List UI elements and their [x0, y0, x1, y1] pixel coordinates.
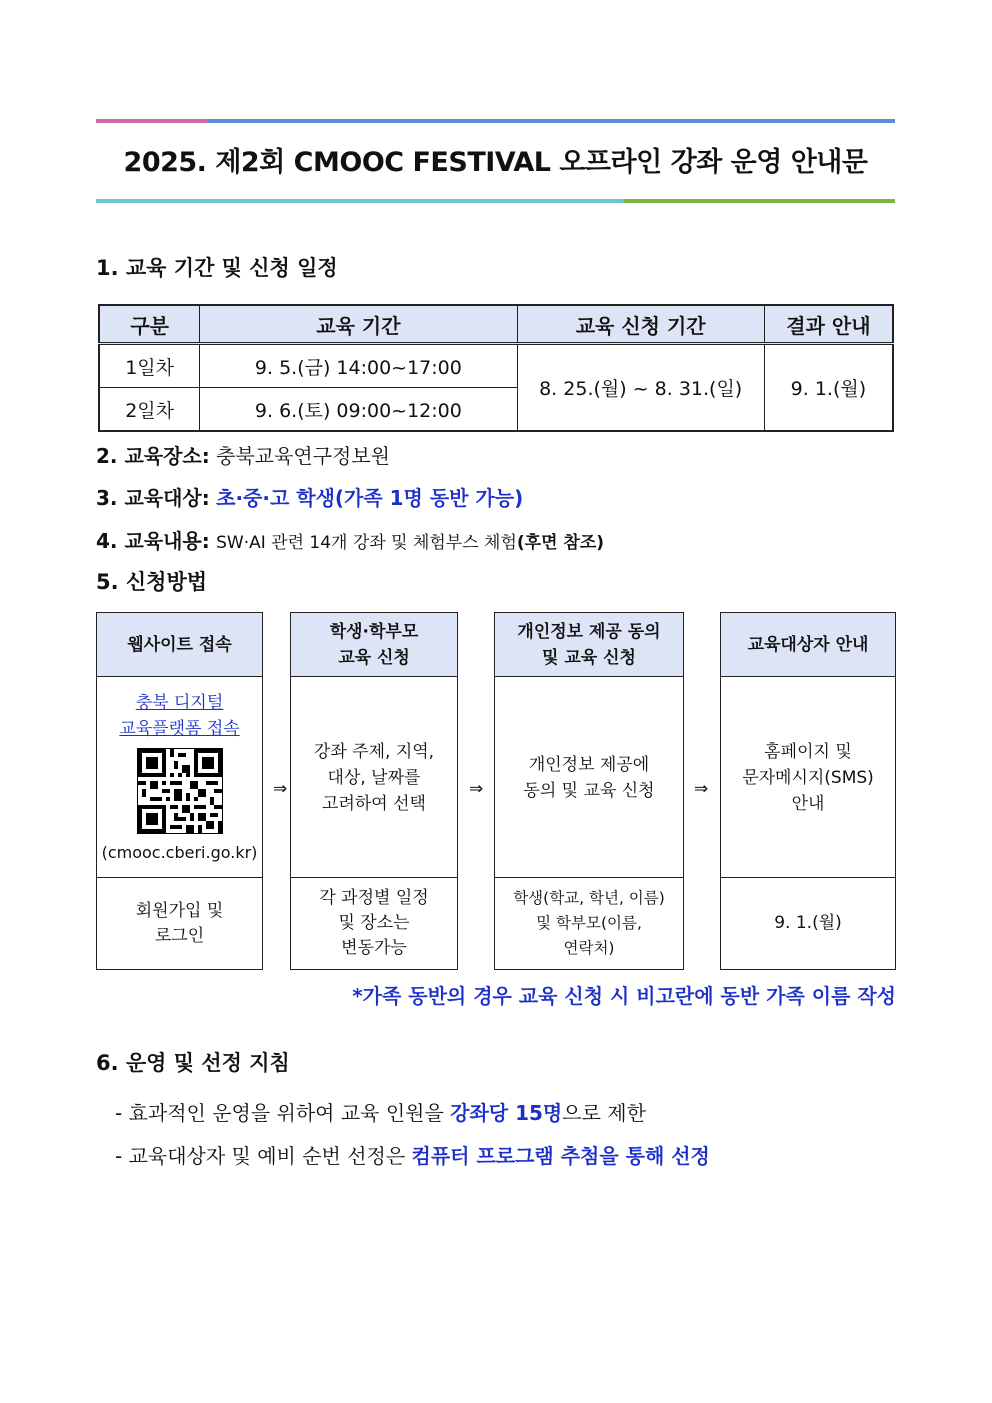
step4-body-line1: 홈페이지 및 — [764, 741, 852, 762]
section3-label: 3. 교육대상: — [96, 486, 210, 510]
step3-head-line1: 개인정보 제공 동의 — [517, 621, 661, 642]
step4-body — [721, 677, 895, 878]
step3-body-line1: 개인정보 제공에 — [528, 754, 650, 775]
section5-heading: 5. 신청방법 — [96, 570, 208, 594]
step2-foot — [291, 877, 457, 969]
step3-head-line2: 및 교육 신청 — [542, 647, 636, 668]
row2-period: 9. 6.(토) 09:00~12:00 — [200, 388, 517, 432]
platform-url: (cmooc.cberi.go.kr) — [101, 842, 258, 862]
section3 — [96, 482, 523, 511]
step2-head-line1: 학생·학부모 — [329, 621, 419, 642]
step1-foot-line1: 회원가입 및 — [135, 900, 224, 921]
step1-foot — [97, 877, 262, 969]
step3-foot-line3: 연락처) — [563, 939, 615, 957]
table-row — [99, 344, 893, 388]
step3-body-line2: 동의 및 교육 신청 — [523, 780, 655, 801]
step4-body-line2: 문자메시지(SMS) — [742, 767, 874, 788]
step2-body-line2: 대상, 날짜를 — [327, 767, 421, 788]
step1-body — [97, 677, 262, 878]
table-header-period: 교육 기간 — [200, 305, 517, 344]
row2-day: 2일차 — [99, 388, 200, 432]
section1-heading: 1. 교육 기간 및 신청 일정 — [96, 256, 338, 280]
guideline1-suffix: 으로 제한 — [562, 1101, 646, 1125]
step3-body — [495, 677, 683, 878]
step1-box — [96, 612, 263, 970]
guideline-item-1 — [115, 1097, 646, 1126]
section4 — [96, 525, 604, 554]
step1-foot-line2: 로그인 — [154, 925, 205, 946]
step2-head — [291, 613, 457, 677]
section4-value: SW·AI 관련 14개 강좌 및 체험부스 체험 — [216, 533, 517, 553]
step2-box — [290, 612, 458, 970]
step2-body-line1: 강좌 주제, 지역, — [313, 741, 435, 762]
page-title: 2025. 제2회 CMOOC FESTIVAL 오프라인 강좌 운영 안내문 — [123, 147, 868, 178]
title-top-bar — [96, 119, 895, 123]
schedule-table — [98, 304, 894, 432]
step2-foot-line3: 변동가능 — [341, 938, 407, 958]
platform-link-line2[interactable]: 교육플랫폼 접속 — [119, 718, 240, 739]
guideline-item-2 — [115, 1140, 710, 1169]
row1-period: 9. 5.(금) 14:00~17:00 — [200, 344, 517, 388]
family-note: *가족 동반의 경우 교육 신청 시 비고란에 동반 가족 이름 작성 — [352, 984, 896, 1008]
step2-foot-line1: 각 과정별 일정 — [319, 888, 429, 908]
section4-label: 4. 교육내용: — [96, 529, 210, 553]
section6-heading: 6. 운영 및 선정 지침 — [96, 1051, 290, 1075]
step1-head: 웹사이트 접속 — [97, 613, 262, 677]
step2-body — [291, 677, 457, 878]
step2-body-line3: 고려하여 선택 — [322, 793, 426, 814]
qr-code-icon[interactable] — [137, 748, 223, 834]
section2-label: 2. 교육장소: — [96, 444, 210, 468]
guideline1-highlight: 강좌당 15명 — [450, 1101, 563, 1125]
step3-foot-line1: 학생(학교, 학년, 이름) — [513, 889, 665, 907]
step2-foot-line2: 및 장소는 — [338, 913, 410, 933]
row1-day: 1일차 — [99, 344, 200, 388]
table-header-apply: 교육 신청 기간 — [517, 305, 764, 344]
step4-box — [720, 612, 896, 970]
step3-foot-line2: 및 학부모(이름, — [536, 914, 642, 932]
section3-value: 초·중·고 학생(가족 1명 동반 가능) — [216, 486, 524, 510]
step2-head-line2: 교육 신청 — [338, 647, 410, 668]
arrow-icon: ⇒ — [273, 779, 288, 799]
section4-note: (후면 참조) — [516, 533, 605, 553]
step4-foot: 9. 1.(월) — [721, 877, 895, 969]
section2 — [96, 440, 390, 469]
guideline2-prefix: - 교육대상자 및 예비 순번 선정은 — [115, 1144, 412, 1168]
step3-box — [494, 612, 684, 970]
title-bottom-bar — [96, 199, 895, 203]
step3-foot — [495, 877, 683, 969]
step4-head: 교육대상자 안내 — [721, 613, 895, 677]
guideline2-highlight: 컴퓨터 프로그램 추첨을 통해 선정 — [411, 1144, 710, 1168]
table-header-result: 결과 안내 — [764, 305, 893, 344]
section2-value: 충북교육연구정보원 — [216, 444, 391, 468]
platform-link[interactable]: 충북 디지털 — [135, 692, 224, 713]
arrow-icon: ⇒ — [469, 779, 484, 799]
step4-body-line3: 안내 — [791, 793, 825, 814]
table-header-category: 구분 — [99, 305, 200, 344]
step3-head — [495, 613, 683, 677]
result-date: 9. 1.(월) — [764, 344, 893, 432]
guideline1-prefix: - 효과적인 운영을 위하여 교육 인원을 — [115, 1101, 451, 1125]
arrow-icon: ⇒ — [694, 779, 709, 799]
apply-period: 8. 25.(월) ~ 8. 31.(일) — [517, 344, 764, 432]
